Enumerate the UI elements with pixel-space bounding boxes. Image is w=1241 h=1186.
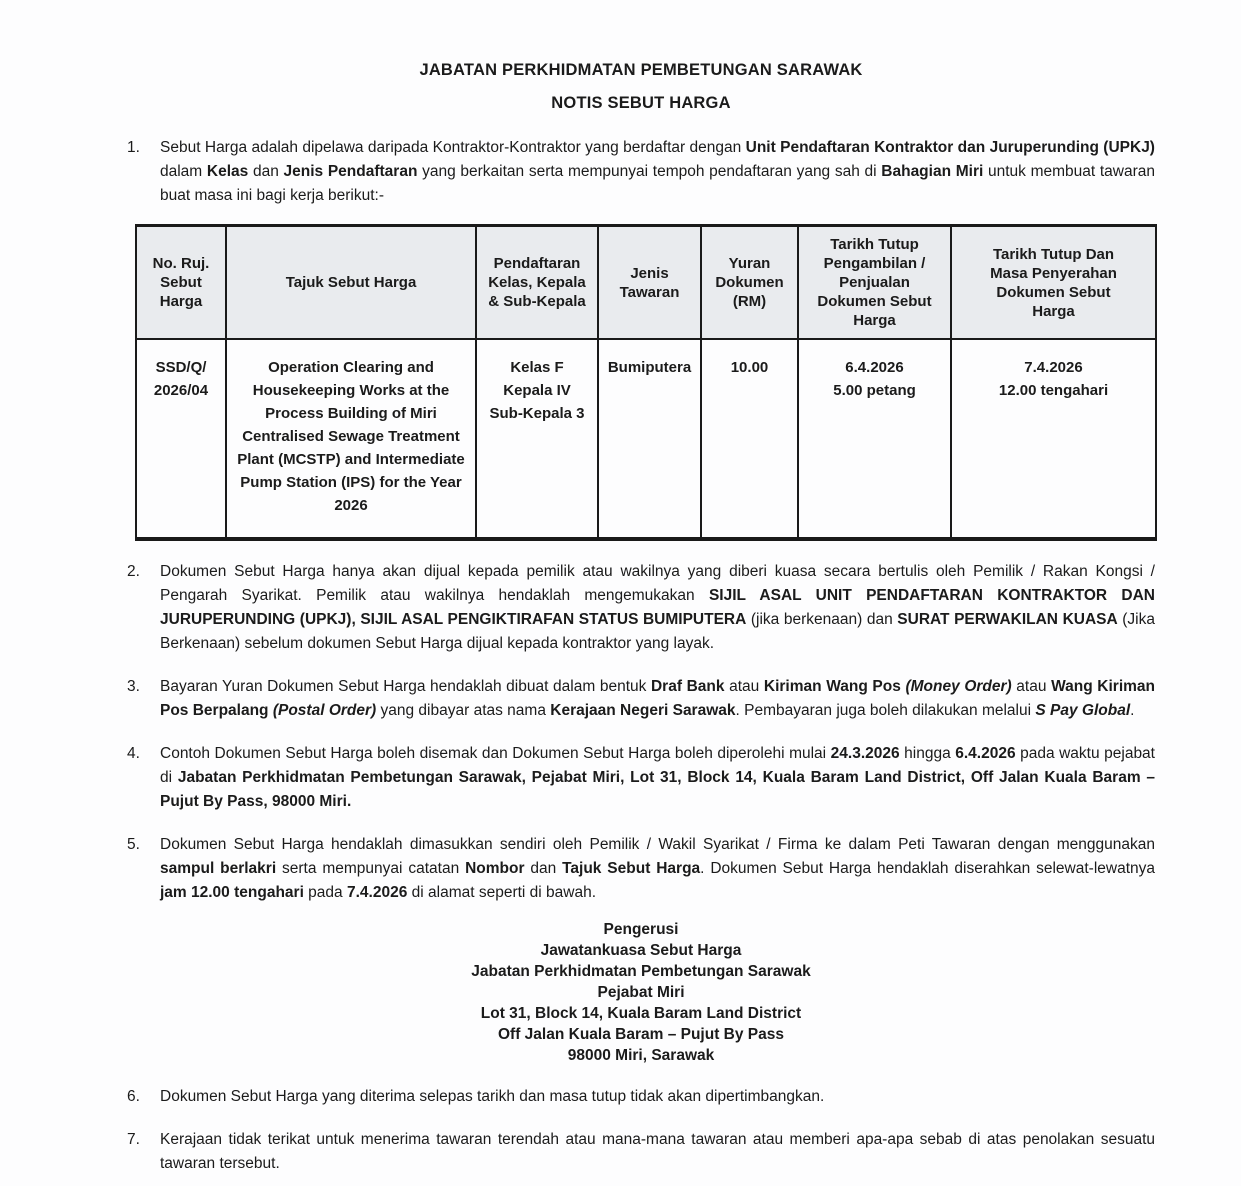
paragraph-number: 3. [127,678,140,695]
cell-line: 2026/04 [153,382,209,399]
header-cell-tajuk: Tajuk Sebut Harga [226,226,476,340]
cell-line: Kepala IV [503,382,571,399]
paragraph-text: Contoh Dokumen Sebut Harga boleh disemak dan Dokumen Sebut Harga boleh diperolehi mulai 24.3.2026 hingga 6.4.2026 pada waktu pejabat di Jabatan Perkhidmatan Pembetungan Sarawak, Pejabat Miri, Lot 31, Block 14, Kuala Baram Land District, Off Jalan Kuala Baram – Pujut By Pass, 98000 Miri. [160,745,1155,810]
paragraph-text: Kerajaan tidak terikat untuk menerima tawaran terendah atau mana-mana tawaran atau memberi apa-apa sebab di atas penolakan sesuatu tawaran tersebut. [160,1131,1155,1172]
cell-line: 7.4.2026 [1024,359,1083,376]
header-cell-jenis-tawaran: Jenis Tawaran [598,226,701,340]
paragraph-4 [127,742,1155,814]
cell-line: Sub-Kepala 3 [489,405,585,422]
paragraph-2 [127,560,1155,656]
cell-tarikh-pengambilan [798,339,951,539]
cell-line: 5.00 petang [833,382,916,399]
cell-tajuk: Operation Clearing and Housekeeping Works at the Process Building of Miri Centralised Sewage Treatment Plant (MCSTP) and Intermediate Pump Station (IPS) for the Year 2026 [226,339,476,539]
address-block [127,919,1155,1066]
header-cell-pendaftaran: Pendaftaran Kelas, Kepala & Sub-Kepala [476,226,598,340]
address-line: Lot 31, Block 14, Kuala Baram Land District [480,1005,802,1022]
paragraph-7 [127,1128,1155,1176]
paragraph-text: Dokumen Sebut Harga hendaklah dimasukkan sendiri oleh Pemilik / Wakil Syarikat / Firma ke dalam Peti Tawaran dengan menggunakan sampul berlakri serta mempunyai catatan Nombor dan Tajuk Sebut Harga. Dokumen Sebut Harga hendaklah diserahkan selewat-lewatnya jam 12.00 tengahari pada 7.4.2026 di alamat seperti di bawah. [160,836,1156,901]
cell-line: SSD/Q/ [155,359,207,376]
tender-table [135,224,1157,541]
paragraph-number: 4. [127,745,140,762]
table-header-row [136,226,1156,340]
page-subtitle: NOTIS SEBUT HARGA [551,94,731,112]
address-line: Jabatan Perkhidmatan Pembetungan Sarawak [471,963,811,980]
address-line: Pengerusi [603,921,679,938]
tender-row [136,339,1156,539]
cell-tarikh-penyerahan [951,339,1156,539]
paragraph-text: Sebut Harga adalah dipelawa daripada Kontraktor-Kontraktor yang berdaftar dengan Unit Pendaftaran Kontraktor dan Juruperunding (UPKJ) dalam Kelas dan Jenis Pendaftaran yang berkaitan serta mempunyai tempoh pendaftaran yang sah di Bahagian Miri untuk membuat tawaran buat masa ini bagi kerja berikut:- [160,139,1156,204]
cell-line: 12.00 tengahari [998,382,1109,399]
cell-jenis-tawaran: Bumiputera [598,339,701,539]
cell-line: 6.4.2026 [845,359,904,376]
cell-yuran: 10.00 [701,339,798,539]
header-cell-tarikh-pengambilan: Tarikh Tutup Pengambilan / Penjualan Dokumen Sebut Harga [798,226,951,340]
cell-line: Kelas F [510,359,564,376]
paragraph-text: Bayaran Yuran Dokumen Sebut Harga hendaklah dibuat dalam bentuk Draf Bank atau Kiriman Wang Pos (Money Order) atau Wang Kiriman Pos Berpalang (Postal Order) yang dibayar atas nama Kerajaan Negeri Sarawak. Pembayaran juga boleh dilakukan melalui S Pay Global. [160,678,1156,719]
paragraph-number: 2. [127,563,140,580]
paragraph-3 [127,675,1155,723]
paragraph-number: 5. [127,836,140,853]
address-line: Jawatankuasa Sebut Harga [540,942,742,959]
cell-no-ruj [136,339,226,539]
paragraph-text: Dokumen Sebut Harga hanya akan dijual kepada pemilik atau wakilnya yang diberi kuasa secara bertulis oleh Pemilik / Rakan Kongsi / Pengarah Syarikat. Pemilik atau wakilnya hendaklah mengemukakan SIJIL ASAL UNIT PENDAFTARAN KONTRAKTOR DAN JURUPERUNDING (UPKJ), SIJIL ASAL PENGIKTIRAFAN STATUS BUMIPUTERA (jika berkenaan) dan SURAT PERWAKILAN KUASA (Jika Berkenaan) sebelum dokumen Sebut Harga dijual kepada kontraktor yang layak. [160,563,1156,652]
header-cell-tarikh-penyerahan: Tarikh Tutup Dan Masa Penyerahan Dokumen Sebut Harga [951,226,1156,340]
page-title: JABATAN PERKHIDMATAN PEMBETUNGAN SARAWAK [419,61,863,79]
address-line: 98000 Miri, Sarawak [567,1047,715,1064]
paragraph-text: Dokumen Sebut Harga yang diterima selepas tarikh dan masa tutup tidak akan dipertimbangkan. [160,1088,825,1105]
address-line: Pejabat Miri [597,984,685,1001]
paragraph-5 [127,833,1155,905]
header-cell-no-ruj: No. Ruj. Sebut Harga [136,226,226,340]
paragraph-6 [127,1085,1155,1109]
header-cell-yuran: Yuran Dokumen (RM) [701,226,798,340]
paragraph-number: 6. [127,1088,140,1105]
paragraph-1 [127,136,1155,208]
paragraph-number: 7. [127,1131,140,1148]
cell-pendaftaran [476,339,598,539]
paragraph-number: 1. [127,139,140,156]
address-line: Off Jalan Kuala Baram – Pujut By Pass [498,1026,784,1043]
